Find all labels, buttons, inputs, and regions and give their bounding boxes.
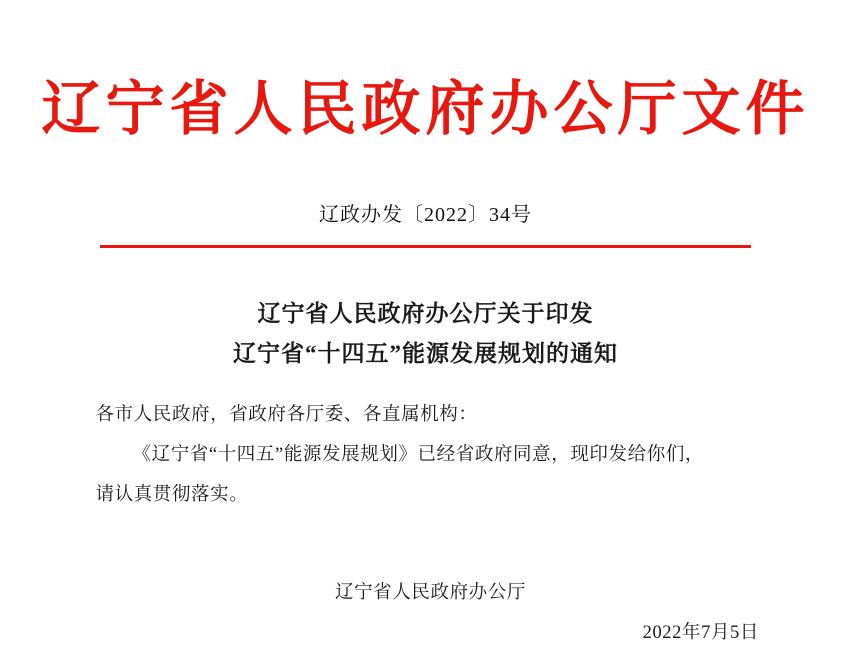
signature-date: 2022年7月5日 [642, 622, 759, 643]
document-number: 辽政办发〔2022〕34号 [319, 203, 532, 226]
document-title [0, 294, 851, 375]
body-paragraph-1: 《辽宁省“十四五”能源发展规划》已经省政府同意，现印发给你们， [132, 445, 705, 466]
document-title-line-2: 辽宁省“十四五”能源发展规划的通知 [233, 341, 618, 367]
document-title-line-1: 辽宁省人民政府办公厅关于印发 [257, 300, 594, 326]
body-salutation: 各市人民政府，省政府各厅委、各直属机构： [95, 405, 478, 426]
red-divider-rule [100, 245, 751, 248]
body-paragraph-1-continuation: 请认真贯彻落实。 [95, 484, 249, 505]
signature-block [0, 578, 851, 604]
masthead-title: 辽宁省人民政府办公厅文件 [41, 74, 810, 143]
signature-organization: 辽宁省人民政府办公厅 [334, 582, 526, 603]
document-body [96, 396, 756, 515]
masthead [0, 0, 851, 143]
